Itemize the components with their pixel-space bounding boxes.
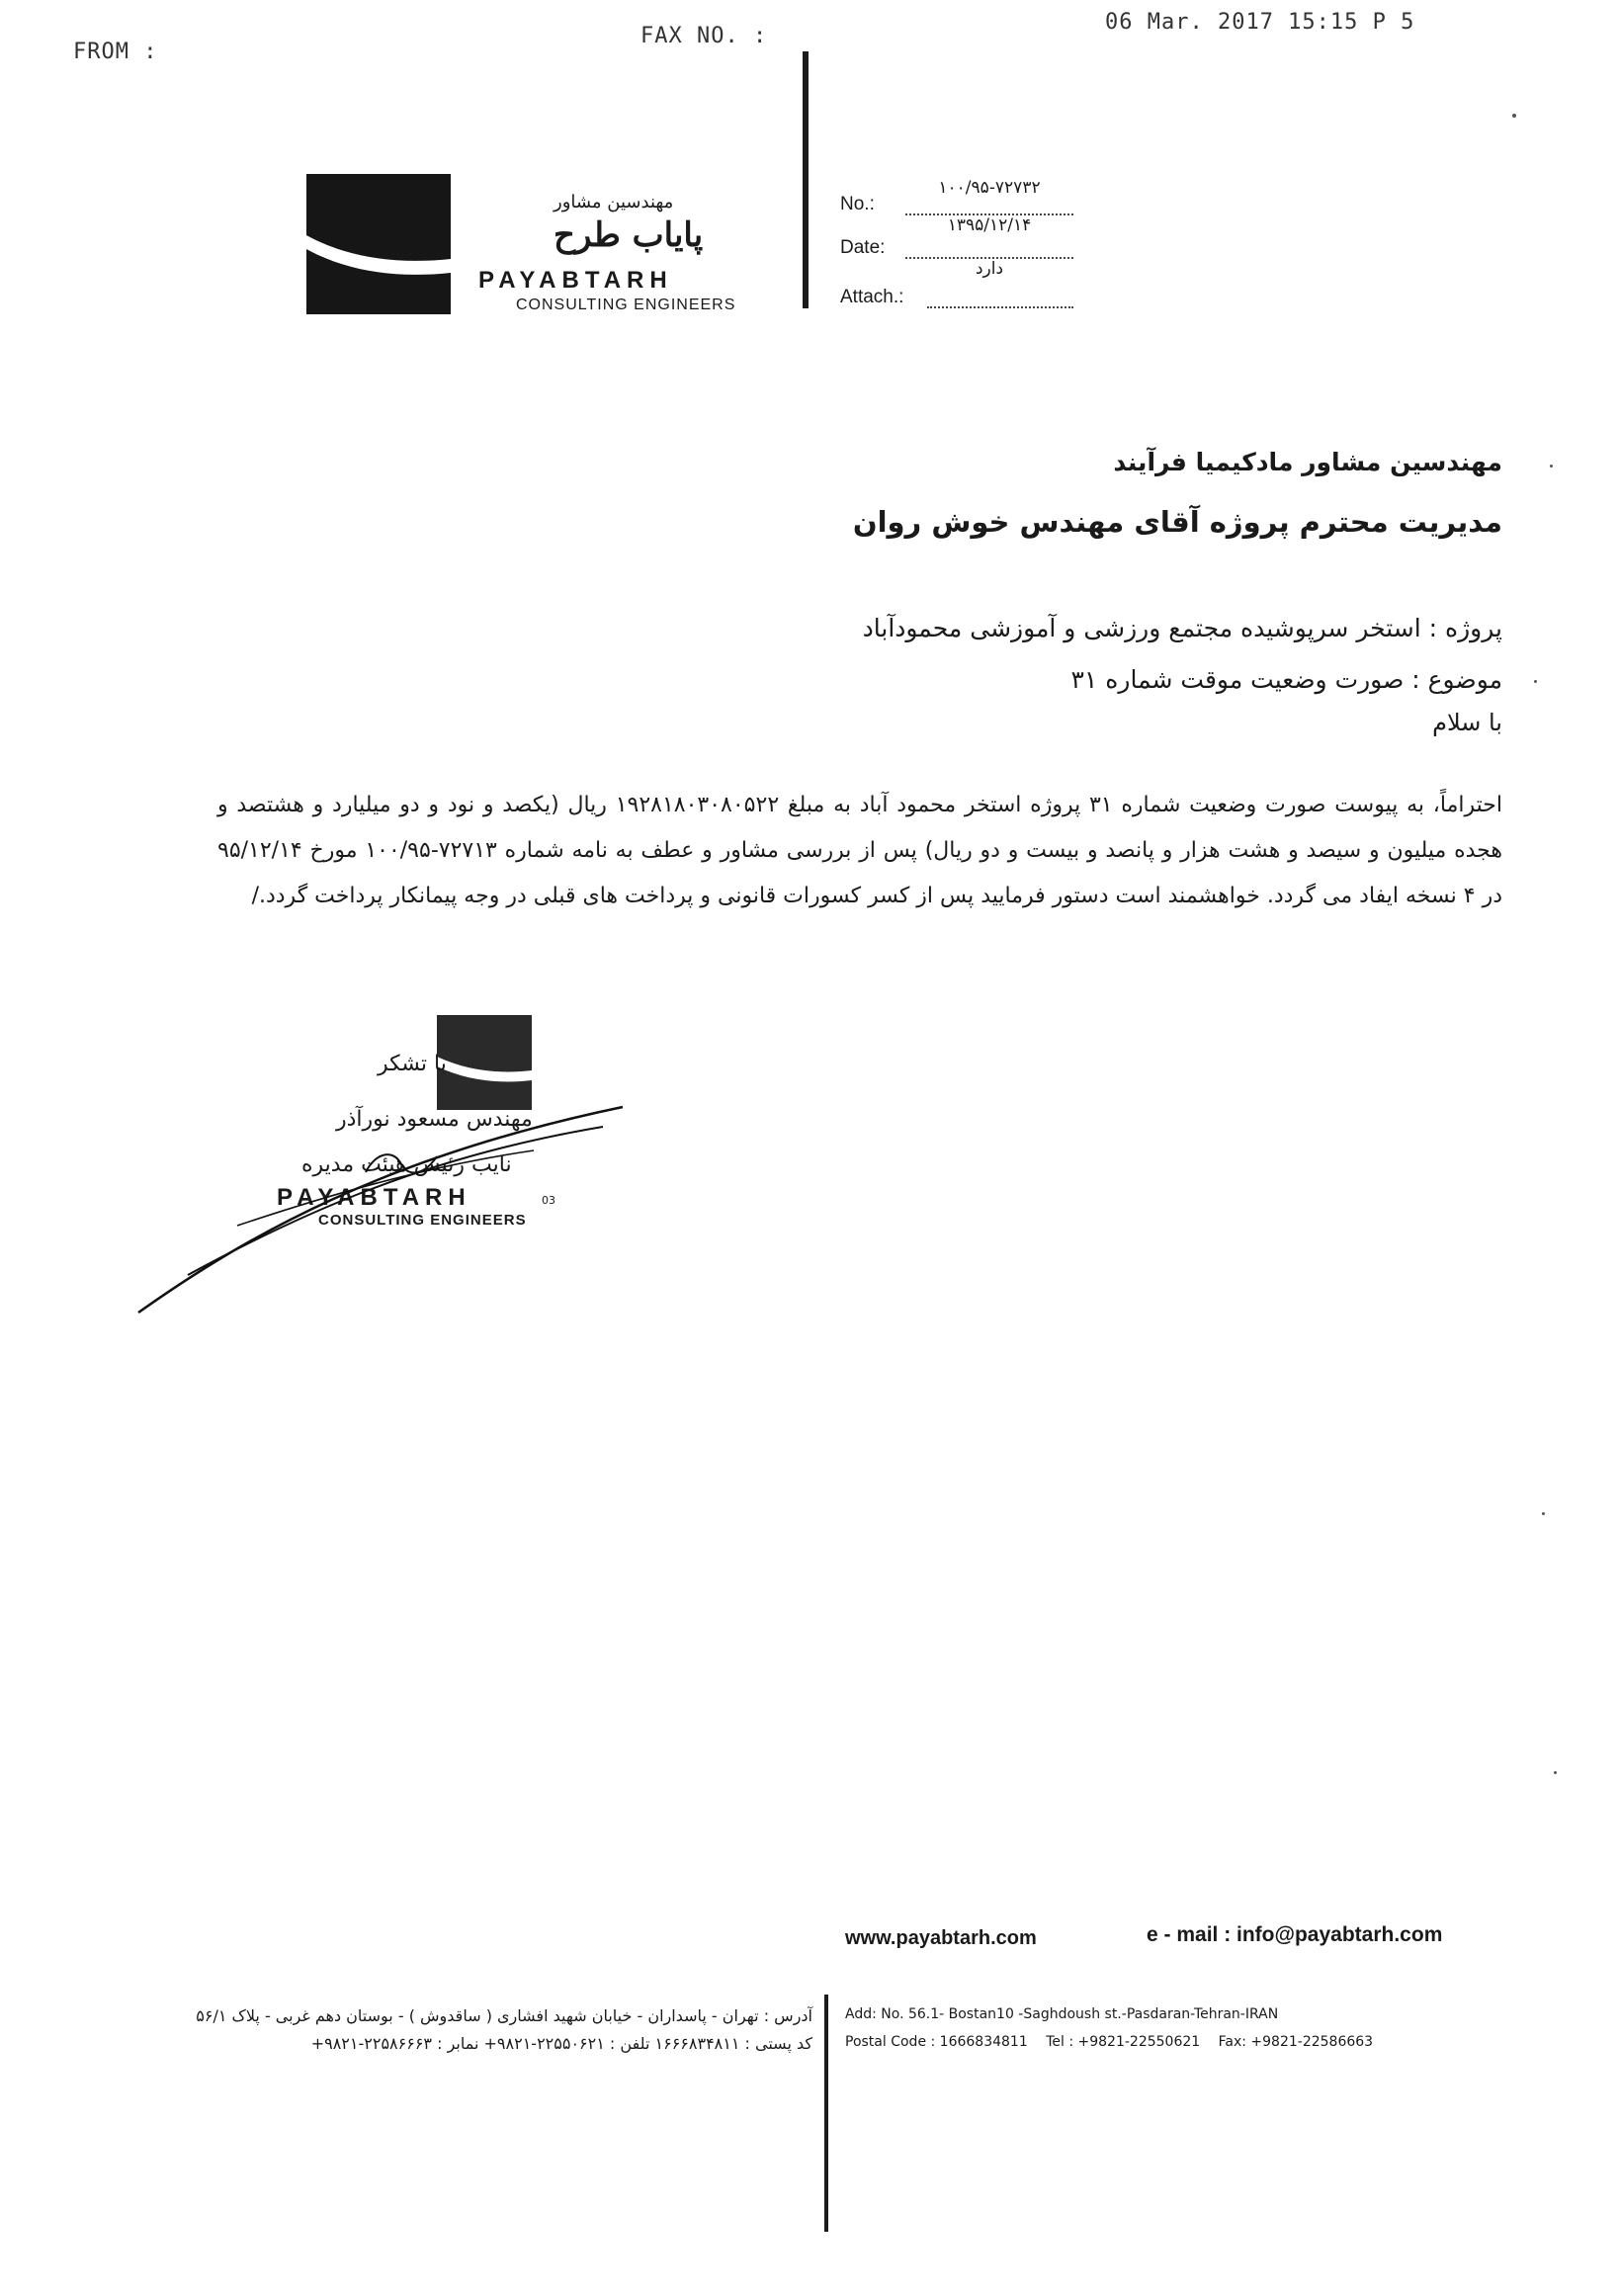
letter-number-value: ۱۰۰/۹۵-۷۲۷۳۲ xyxy=(938,178,1041,198)
signature-name: مهندس مسعود نورآذر xyxy=(336,1107,533,1132)
greeting: با سلام xyxy=(1432,709,1502,736)
brand-name-fa: پایاب طرح xyxy=(554,215,704,255)
contact-fa: کد پستی : ۱۶۶۶۸۳۴۸۱۱ تلفن : ۲۲۵۵۰۶۲۱-۹۸۲۱+ نمابر : ۲۲۵۸۶۶۶۳-۹۸۲۱+ xyxy=(310,2034,812,2053)
scan-speck xyxy=(1554,1771,1557,1774)
handwritten-signature-icon xyxy=(128,1087,642,1324)
address-en: Add: No. 56.1- Bostan10 -Saghdoush st.-Pasdaran-Tehran-IRAN xyxy=(845,2006,1279,2022)
signature-title: نایب رئیس هیئت مدیره xyxy=(301,1152,512,1177)
letter-attachment-value: دارد xyxy=(975,259,1004,279)
signature-closing: با تشکر xyxy=(378,1052,447,1076)
brand-name-fa-subtitle: مهندسین مشاور xyxy=(554,192,674,213)
scan-speck xyxy=(1550,465,1553,468)
subject-line: موضوع : صورت وضعیت موقت شماره ۳۱ xyxy=(1070,665,1502,694)
letter-date-label: Date: xyxy=(840,237,886,258)
scan-speck xyxy=(1534,680,1537,683)
header-divider xyxy=(803,51,809,308)
letter-number-label: No.: xyxy=(840,194,875,214)
letter-date-value: ۱۳۹۵/۱۲/۱۴ xyxy=(947,215,1032,235)
letter-body: احتراماً، به پیوست صورت وضعیت شماره ۳۱ پروژه استخر محمود آباد به مبلغ ۱۹۲۸۱۸۰۳۰۸۰۵۲۲ ریال (یکصد و نود و دو میلیارد و هشتصد و هجده میلیون و سیصد و هشت هزار و پانصد و بیست و دو ریال) پس از بررسی مشاور و عطف به نامه شماره ۷۲۷۱۳-۱۰۰/۹۵ مورخ ۹۵/۱۲/۱۴ در ۴ نسخه ایفاد می گردد. خواهشمند است دستور فرمایید پس از کسر کسورات قانونی و پرداخت های قبلی در وجه پیمانکار پرداخت گردد./ xyxy=(217,793,1502,908)
fax-number-en: Fax: +9821-22586663 xyxy=(1218,2034,1374,2050)
letter-attachment-line xyxy=(927,285,1073,308)
company-email: e - mail : info@payabtarh.com xyxy=(1147,1923,1443,1946)
stamp-number: 03 xyxy=(542,1194,555,1207)
company-website: www.payabtarh.com xyxy=(845,1927,1037,1949)
fax-timestamp: 06 Mar. 2017 15:15 P 5 xyxy=(1105,10,1415,35)
address-fa: آدرس : تهران - پاسداران - خیابان شهید افشاری ( ساقدوش ) - بوستان دهم غربی - پلاک ۵۶/۱ xyxy=(196,2006,812,2025)
footer-divider xyxy=(824,1995,828,2232)
letter-date-line xyxy=(905,235,1073,259)
recipient-name: مدیریت محترم پروژه آقای مهندس خوش روان xyxy=(852,505,1502,539)
company-logo xyxy=(306,174,451,314)
stamp-brand-en: PAYABTARH xyxy=(277,1184,471,1211)
stamp-brand-en-subtitle: CONSULTING ENGINEERS xyxy=(318,1212,527,1229)
recipient-company: مهندسین مشاور مادکیمیا فرآیند xyxy=(1113,448,1502,476)
fax-from-label: FROM : xyxy=(73,40,158,64)
brand-name-en: PAYABTARH xyxy=(478,267,673,294)
scan-speck xyxy=(1542,1512,1545,1515)
fax-number-label: FAX NO. : xyxy=(640,24,768,48)
brand-name-en-subtitle: CONSULTING ENGINEERS xyxy=(516,297,736,313)
letter-attachment-label: Attach.: xyxy=(840,287,904,307)
project-line: پروژه : استخر سرپوشیده مجتمع ورزشی و آموزشی محمودآباد xyxy=(862,614,1502,642)
logo-swoosh-icon xyxy=(306,174,451,314)
telephone-en: Tel : +9821-22550621 xyxy=(1046,2034,1201,2050)
contact-en xyxy=(845,2034,1387,2050)
postal-code-en: Postal Code : 1666834811 xyxy=(845,2034,1028,2050)
scan-speck xyxy=(1512,114,1516,118)
